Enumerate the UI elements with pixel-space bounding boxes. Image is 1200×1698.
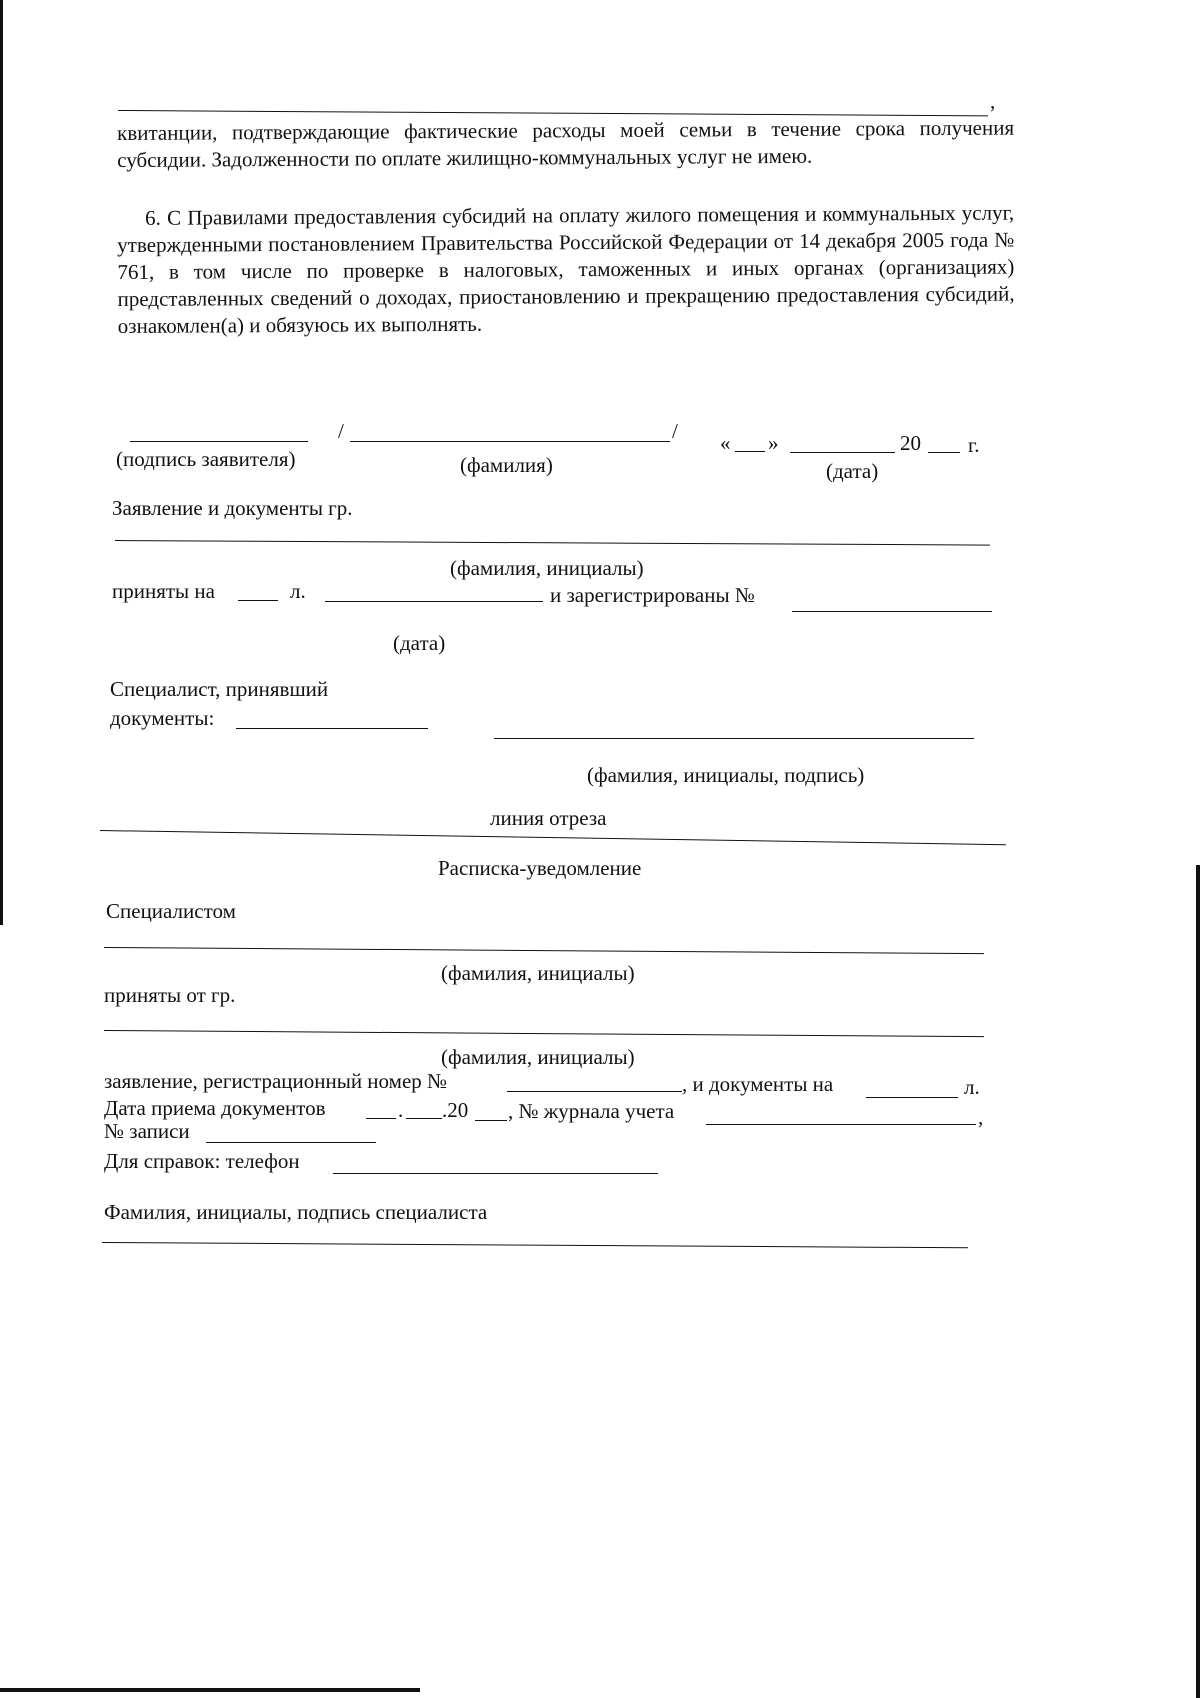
- signature-field[interactable]: [130, 441, 308, 442]
- record-number-field[interactable]: [206, 1142, 376, 1143]
- applicant-name-field[interactable]: [115, 540, 990, 546]
- year-suffix: г.: [968, 433, 980, 457]
- date-month-field[interactable]: [406, 1118, 442, 1119]
- date-year-prefix: .20: [442, 1098, 469, 1122]
- top-fill-comma: ,: [990, 89, 996, 113]
- sheets-abbr: л.: [290, 579, 306, 603]
- receipt-title: Расписка-уведомление: [438, 856, 642, 880]
- journal-number-field[interactable]: [706, 1124, 976, 1125]
- paragraph-6: [117, 200, 1015, 340]
- phone-field[interactable]: [333, 1173, 658, 1174]
- label-signature: (подпись заявителя): [116, 447, 296, 471]
- specialist-label-line2: документы:: [110, 706, 215, 730]
- documents-on-label: , и документы на: [682, 1072, 834, 1096]
- label-receipt-name-1: (фамилия, инициалы): [441, 961, 635, 985]
- date-received-label: Дата приема документов: [104, 1096, 326, 1120]
- by-specialist-label: Специалистом: [106, 899, 236, 923]
- scan-edge-left: [0, 0, 3, 925]
- applicant-name-line[interactable]: [104, 1030, 984, 1037]
- receipt-sheets-field[interactable]: [866, 1097, 958, 1098]
- surname-field[interactable]: [350, 441, 670, 442]
- received-from-label: приняты от гр.: [104, 983, 236, 1007]
- label-surname: (фамилия): [460, 453, 553, 477]
- specialist-name-field[interactable]: [494, 738, 974, 739]
- label-date: (дата): [826, 459, 879, 483]
- cut-line-label: линия отреза: [490, 806, 607, 830]
- quote-open: «: [720, 431, 731, 455]
- registered-no-label: и зарегистрированы №: [550, 583, 755, 607]
- year-field[interactable]: [928, 452, 960, 453]
- scan-edge-right: [1196, 865, 1200, 1698]
- label-receipt-name-2: (фамилия, инициалы): [441, 1045, 635, 1069]
- slash-2: /: [672, 419, 678, 443]
- journal-comma: ,: [978, 1105, 984, 1129]
- reg-number-field[interactable]: [507, 1091, 682, 1092]
- paragraph-6-text: 6. С Правилами предоставления субсидий на оплату жилого помещения и коммунальных услуг, утвержденными постановлением Правительства Российской Федерации от 14 декабря 2005 года № 761, в том числе по проверке в налоговых, таможенных и иных органах (организациях) представленных сведений о доходах, приостановлению и прекращению предоставления субсидий, ознакомлен(а) и обязуюсь их выполнять.: [117, 200, 1015, 338]
- paragraph-5-end: квитанции, подтверждающие фактические расходы моей семьи в течение срока получения субсидии. Задолженности по оплате жилищно-коммунальных услуг не имею.: [117, 115, 1015, 172]
- phone-label: Для справок: телефон: [104, 1149, 300, 1173]
- scan-edge-bottom: [0, 1688, 420, 1692]
- registration-number-field[interactable]: [792, 611, 992, 612]
- accepted-on-label: приняты на: [112, 579, 215, 603]
- record-no-label: № записи: [104, 1119, 190, 1143]
- label-name: (фамилия, инициалы): [450, 556, 644, 580]
- final-signature-line[interactable]: [102, 1242, 968, 1248]
- acceptance-statement: Заявление и документы гр.: [112, 496, 353, 520]
- label-acceptance-date: (дата): [393, 631, 446, 655]
- specialist-signature-label: Фамилия, инициалы, подпись специалиста: [104, 1200, 488, 1224]
- date-year-field[interactable]: [475, 1120, 507, 1121]
- label-name-signature: (фамилия, инициалы, подпись): [587, 763, 865, 787]
- date-separator: .: [398, 1098, 404, 1122]
- date-day-field[interactable]: [366, 1118, 396, 1119]
- specialist-signature-field[interactable]: [236, 728, 428, 729]
- slash-1: /: [338, 419, 344, 443]
- specialist-label-line1: Специалист, принявший: [110, 677, 329, 701]
- acceptance-date-field[interactable]: [325, 601, 543, 602]
- quote-close: »: [768, 431, 779, 455]
- application-reg-label: заявление, регистрационный номер №: [104, 1069, 448, 1093]
- cut-line: [100, 830, 1006, 845]
- journal-no-label: , № журнала учета: [508, 1099, 675, 1123]
- sheets-count-field[interactable]: [238, 600, 278, 601]
- specialist-name-line[interactable]: [104, 947, 984, 954]
- day-field[interactable]: [735, 451, 765, 452]
- year-prefix: 20: [900, 431, 921, 455]
- receipt-sheets-abbr: л.: [964, 1075, 980, 1099]
- month-field[interactable]: [790, 452, 895, 453]
